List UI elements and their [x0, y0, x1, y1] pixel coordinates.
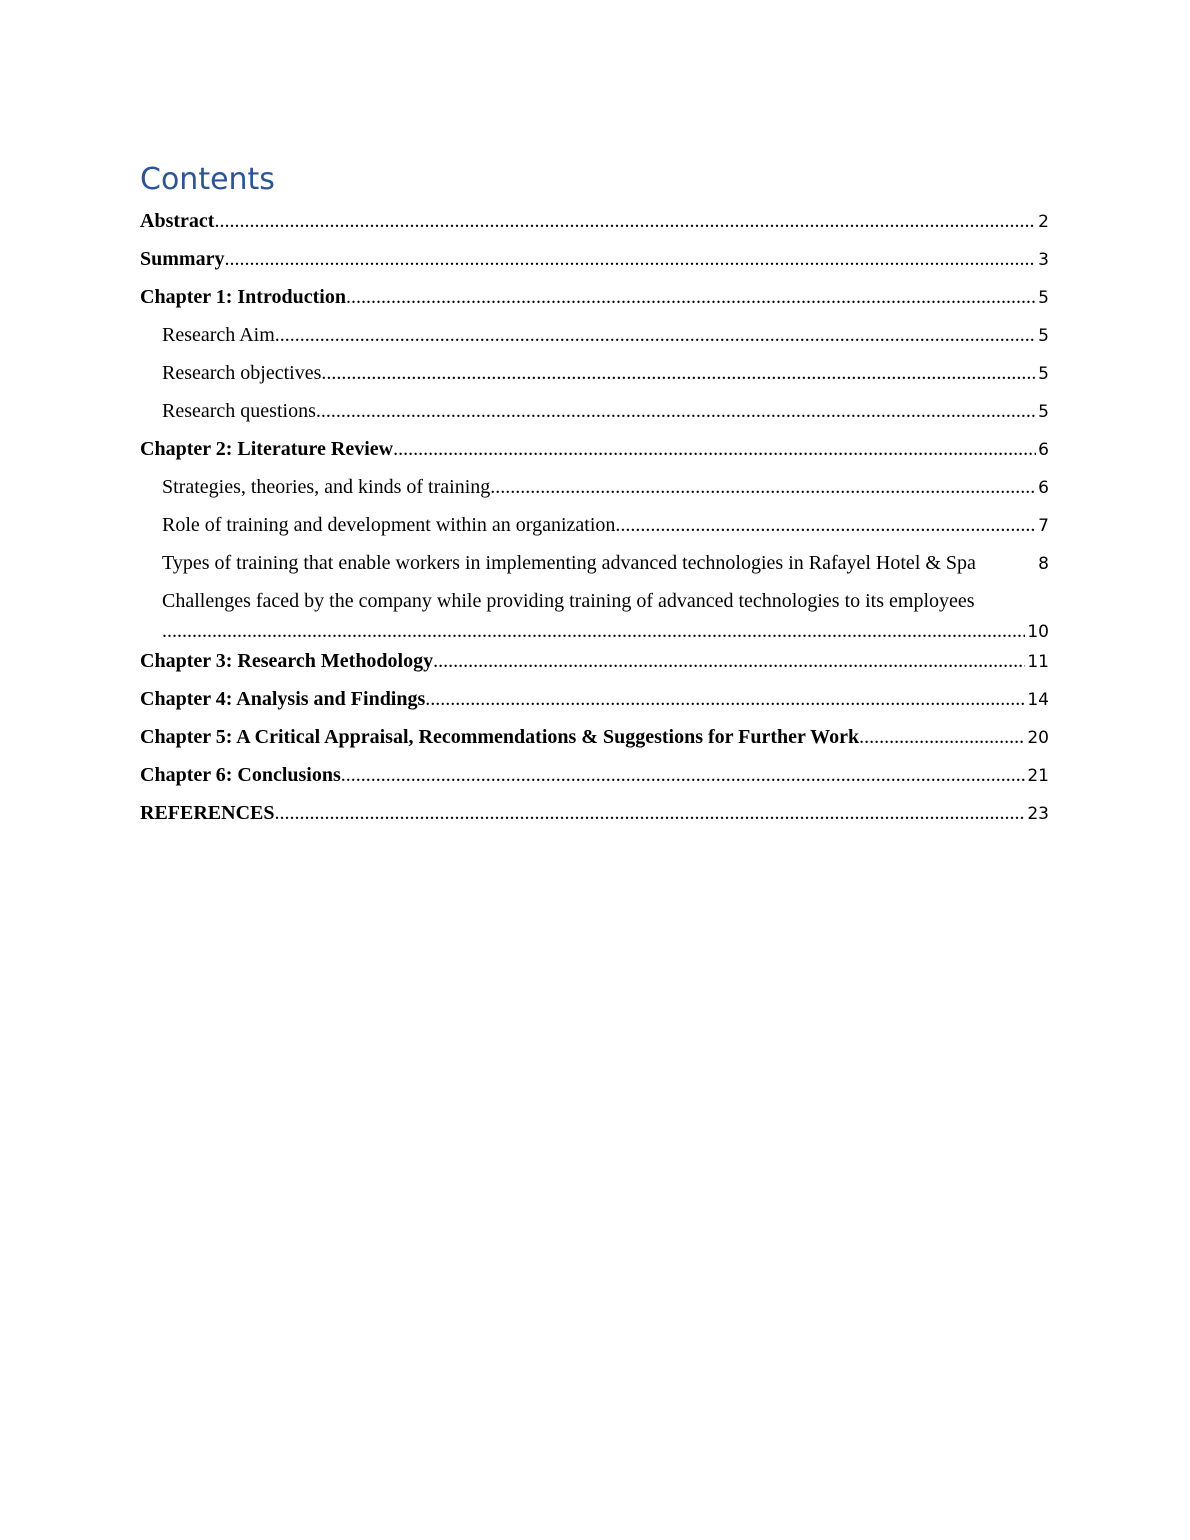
toc-entry-types-of-training[interactable]: [140, 544, 1049, 582]
toc-leader-dots: [859, 718, 1025, 756]
toc-page-number: 5: [1038, 326, 1049, 346]
toc-entry-chapter-2[interactable]: [140, 430, 1049, 468]
toc-entry-label: Research objectives: [162, 362, 322, 384]
toc-page-number: 23: [1027, 804, 1049, 824]
toc-entry-label: Chapter 1: Introduction: [140, 286, 346, 308]
toc-entry-chapter-3[interactable]: [140, 642, 1049, 680]
toc-leader-dots: [433, 642, 1025, 680]
toc-leader-dots: [224, 240, 1036, 278]
toc-entry-chapter-5[interactable]: [140, 718, 1049, 756]
toc-entry-chapter-4[interactable]: [140, 680, 1049, 718]
toc-entry-label: Chapter 4: Analysis and Findings: [140, 688, 426, 710]
toc-page-number: 5: [1038, 288, 1049, 308]
toc-title: Contents: [140, 162, 275, 197]
toc-leader-dots: [346, 278, 1036, 316]
toc-entry-research-objectives[interactable]: [140, 354, 1049, 392]
toc-entry-research-aim[interactable]: [140, 316, 1049, 354]
toc-page-number: 14: [1027, 690, 1049, 710]
toc-leader-dots: [615, 506, 1036, 544]
toc-leader-dots: [425, 680, 1025, 718]
toc-entry-label: Chapter 2: Literature Review: [140, 438, 394, 460]
toc-leader-dots: [341, 756, 1026, 794]
toc-entry-label: Role of training and development within an organization: [162, 514, 616, 536]
toc-page-number: 3: [1038, 250, 1049, 270]
toc-page-number: 7: [1038, 516, 1049, 536]
toc-entry-references[interactable]: [140, 794, 1049, 832]
toc-entry-challenges[interactable]: [140, 582, 1049, 642]
toc-entry-label: Abstract: [140, 210, 215, 232]
toc-leader-dots: [490, 468, 1036, 506]
toc-page-number: 2: [1038, 212, 1049, 232]
document-page: [140, 160, 1049, 832]
toc-entry-label: Challenges faced by the company while providing training of advanced technologies to its employees: [162, 590, 975, 612]
toc-entry-label: Summary: [140, 248, 225, 270]
toc-entry-strategies[interactable]: [140, 468, 1049, 506]
toc-leader-dots: [321, 354, 1036, 392]
toc-entry-chapter-6[interactable]: [140, 756, 1049, 794]
toc-leader-dots: [316, 392, 1036, 430]
toc-leader-dots: [275, 316, 1036, 354]
toc-leader-dots: [162, 612, 1025, 642]
toc-list: [140, 202, 1049, 832]
toc-entry-label: Strategies, theories, and kinds of training: [162, 476, 491, 498]
toc-entry-label: REFERENCES: [140, 802, 275, 824]
toc-leader-dots: [393, 430, 1036, 468]
toc-page-number: 6: [1038, 440, 1049, 460]
toc-page-number: 11: [1027, 652, 1049, 672]
toc-page-number: 10: [1027, 622, 1049, 642]
toc-leader-dots: [274, 794, 1025, 832]
toc-entry-label: Chapter 3: Research Methodology: [140, 650, 434, 672]
toc-page-number: 8: [1038, 554, 1049, 574]
toc-entry-label: Chapter 5: A Critical Appraisal, Recommendations & Suggestions for Further Work: [140, 726, 860, 748]
toc-entry-label: Types of training that enable workers in implementing advanced technologies in Rafayel Hotel & Spa: [162, 552, 976, 574]
toc-entry-summary[interactable]: [140, 240, 1049, 278]
toc-page-number: 6: [1038, 478, 1049, 498]
toc-entry-continuation: [162, 612, 1049, 642]
toc-page-number: 5: [1038, 364, 1049, 384]
toc-entry-chapter-1[interactable]: [140, 278, 1049, 316]
toc-entry-label: Research Aim: [162, 324, 275, 346]
toc-entry-role-of-training[interactable]: [140, 506, 1049, 544]
toc-leader-dots: [214, 202, 1036, 240]
toc-entry-abstract[interactable]: [140, 202, 1049, 240]
toc-entry-label: Chapter 6: Conclusions: [140, 764, 341, 786]
toc-page-number: 20: [1027, 728, 1049, 748]
toc-entry-label: Research questions: [162, 400, 316, 422]
toc-entry-research-questions[interactable]: [140, 392, 1049, 430]
toc-page-number: 5: [1038, 402, 1049, 422]
toc-page-number: 21: [1027, 766, 1049, 786]
